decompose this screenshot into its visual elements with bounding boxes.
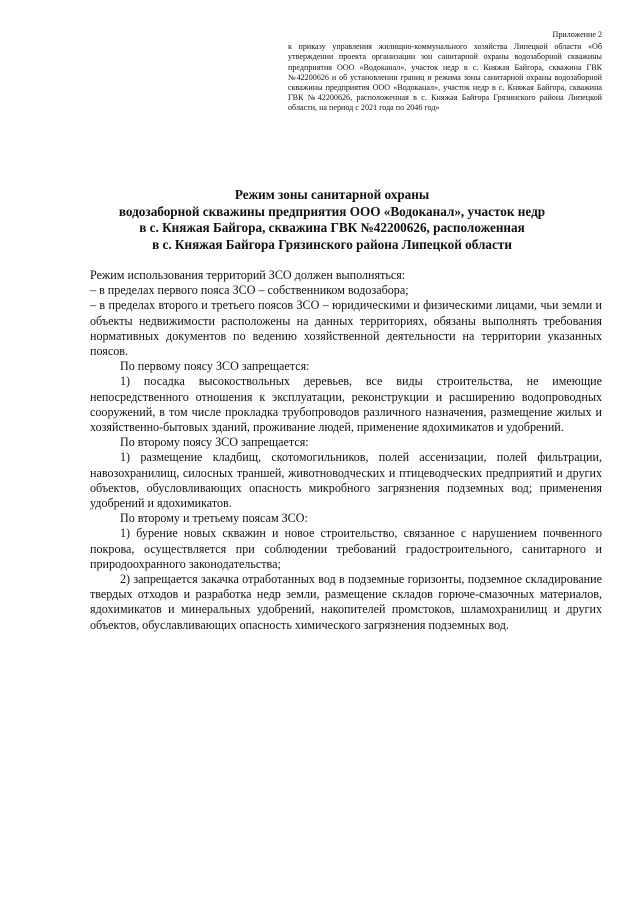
document-body: [90, 268, 602, 633]
appendix-text: к приказу управления жилищно-коммунального хозяйства Липецкой области «Об утверждении проекта организации зон санитарной охраны водозаборной скважины предприятия ООО «Водоканал», участок недр в с. Княжая Байгора, скважина ГВК №42200626 и об установлении границ и режима зоны санитарной охраны водозаборной скважины предприятия ООО «Водоканал», участок недр в с. Княжая Байгора, скважина ГВК №42200626, расположенная в с. Княжая Байгора Грязинского района Липецкой области, на период с 2021 года по 2046 год»: [288, 42, 602, 113]
body-paragraph: 1) посадка высокоствольных деревьев, все виды строительства, не имеющие непосредственного отношения к эксплуатации, реконструкции и расширению водопроводных сооружений, в том числе прокладка трубопроводов различного назначения, размещение жилых и хозяйственно-бытовых зданий, проживание людей, применение ядохимикатов и удобрений.: [90, 374, 602, 435]
appendix-number: Приложение 2: [552, 30, 602, 39]
appendix-block: [288, 30, 602, 114]
title-line: в с. Княжая Байгора, скважина ГВК №42200626, расположенная: [139, 220, 525, 235]
section-heading: По второму и третьему поясам ЗСО:: [120, 511, 308, 526]
section-heading: По второму поясу ЗСО запрещается:: [120, 435, 309, 450]
title-line: водозаборной скважины предприятия ООО «Водоканал», участок недр: [118, 203, 546, 219]
body-paragraph: 1) бурение новых скважин и новое строительство, связанное с нарушением почвенного покрова, осуществляется при соблюдении требований градостроительного, санитарного и природоохранного законодательства;: [90, 526, 602, 571]
section-heading: По первому поясу ЗСО запрещается:: [120, 359, 310, 374]
list-item: – в пределах второго и третьего поясов ЗСО – юридическими и физическими лицами, чьи земли и объекты недвижимости расположены на данных территориях, обязаны выполнять требования нормативных документов по ведению хозяйственной деятельности на территории указанных поясов.: [90, 298, 602, 359]
list-item: – в пределах первого пояса ЗСО – собственником водозабора;: [90, 283, 409, 298]
body-paragraph: 2) запрещается закачка отработанных вод в подземные горизонты, подземное складирование твердых отходов и разработка недр земли, размещение складов горюче-смазочных материалов, ядохимикатов и минеральных удобрений, накопителей промстоков, шламохранилищ и других объектов, обуславливающих опасность химического загрязнения подземных вод.: [90, 572, 602, 632]
title-line: Режим зоны санитарной охраны: [234, 187, 430, 202]
body-paragraph: Режим использования территорий ЗСО должен выполняться:: [90, 268, 406, 282]
body-paragraph: 1) размещение кладбищ, скотомогильников, полей ассенизации, полей фильтрации, навозохранилищ, силосных траншей, животноводческих и птицеводческих предприятий и других объектов, обусловливающих опасность микробного загрязнения подземных вод; применения удобрений и ядохимикатов.: [90, 450, 602, 511]
document-title: [60, 187, 604, 253]
title-line: в с. Княжая Байгора Грязинского района Липецкой области: [152, 236, 512, 252]
